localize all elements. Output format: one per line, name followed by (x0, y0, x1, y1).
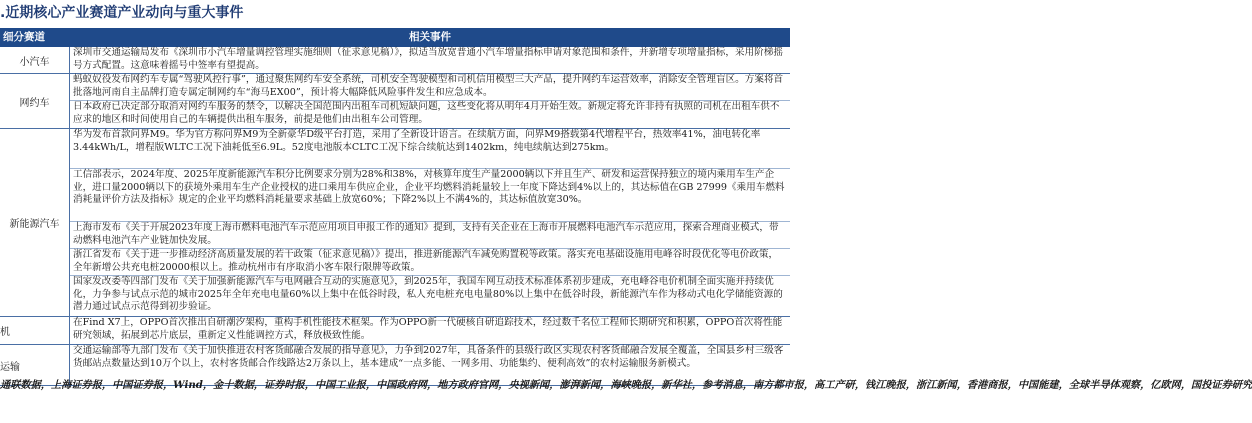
event-row: 华为发布首款问界M9。华为官方称问界M9为全新豪华D级平台打造，采用了全新设计语言。在续航方面，问界M9搭载第4代增程平台，热效率41%，油电转化率3.44kWh/L，增程版WLTC工况下油耗低至6.9L。52度电池版本CLTC工况下综合续航达到1402km，纯电续航达到275km。 (70, 129, 790, 169)
event-row: 在Find X7上，OPPO首次推出自研潮汐架构，重构手机性能技术框架。作为OPPO新一代硬核自研追踪技术，经过数千名位工程师长期研究和积累，OPPO首次将性能研究领域，拓展到芯片底层，重新定义性能调控方式，释放极致性能。 (73, 317, 783, 341)
page-title: .近期核心产业赛道产业动向与重大事件 (0, 5, 244, 21)
header-category: 细分赛道 (3, 31, 45, 43)
event-row: 上海市发布《关于开展2023年度上海市燃料电池汽车示范应用项目申报工作的通知》提到，支持有关企业在上海市开展燃料电池汽车示范应用，探索合理商业模式，带动燃料电池汽车产业链加快发展。 (70, 222, 790, 249)
category-cell: 网约车 (0, 74, 70, 128)
source-note: 通联数据，上海证券报，中国证券报，Wind，金十数据，证券时报，中国工业报，中国政府网，地方政府官网，央视新闻，澎湃新闻，海峡晚报，新华社，参考消息，南方都市报，高工产研，钱江晚报，浙江新闻，香港商报，中国能建，全球半导体观察，亿欧网，国投证券研究 (0, 379, 1252, 391)
group-ride-hailing (0, 74, 790, 129)
group-new-energy-vehicle (0, 129, 790, 317)
event-row: 日本政府已决定部分取消对网约车服务的禁令，以解决全国范围内出租车司机短缺问题，这些变化将从明年4月开始生效。新规定将允许非持有执照的司机在出租车供不应求的地区和时间使用自己的车辆提供出租车服务，前提是他们由出租车公司管理。 (73, 101, 780, 125)
category-cell: 小汽车 (0, 47, 70, 73)
event-row: 交通运输部等九部门发布《关于加快推进农村客货邮融合发展的指导意见》，力争到2027年，具备条件的县级行政区实现农村客货邮融合发展全覆盖，全国县乡村三级客货邮站点数量达到10万个以上，农村客货邮合作线路达2万条以上，基本建成“一点多能、一网多用、功能集约、便利高效”的农村运输服务新模式。 (73, 345, 784, 369)
category-cell: 运输 (0, 345, 70, 385)
table-header (0, 28, 790, 47)
event-row: 深圳市交通运输局发布《深圳市小汽车增量调控管理实施细则（征求意见稿）》，拟适当放宽普通小汽车增量指标申请对象范围和条件，并新增专项增量指标，采用阶梯摇号方式配置。这意味着摇号中签率有望提高。 (73, 47, 783, 71)
group-phone (0, 317, 790, 345)
events-table (0, 28, 790, 386)
event-row: 工信部表示，2024年度、2025年度新能源汽车积分比例要求分别为28%和38%，对核算年度生产量2000辆以下并且生产、研发和运营保持独立的境内乘用车生产企业，进口量2000辆以下的获境外乘用车生产企业授权的进口乘用车供应企业，企业平均燃料消耗量较上一年度下降达到4%以上的，其达标值在GB 27999《乘用车燃料消耗量评价方法及指标》规定的企业平均燃料消耗量要求基础上放宽60%；下降2%以上不满4%的，其达标值放宽30%。 (70, 169, 790, 222)
category-cell: 机 (0, 317, 70, 344)
category-cell: 新能源汽车 (0, 129, 70, 316)
header-events: 相关事件 (409, 31, 451, 43)
event-row: 浙江省发布《关于进一步推动经济高质量发展的若干政策（征求意见稿）》提出，推进新能源汽车减免购置税等政策。落实充电基础设施用电峰谷时段优化等电价政策，全年新增公共充电桩20000根以上。推动杭州市有序取消小客车限行限牌等政策。 (70, 249, 790, 276)
event-row: 蚂蚁奴役发布网约车专属“驾驶风控行事”，通过聚焦网约车安全系统，司机安全驾驶模型和司机信用模型三大产品，提升网约车运营效率，消除安全管理盲区。方案将首批落地河南自主品牌打造专属定制网约车“海马EX00”，预计将大幅降低风险事件发生和应急成本。 (70, 74, 790, 101)
group-small-car (0, 47, 790, 74)
event-row: 国家发改委等四部门发布《关于加强新能源汽车与电网融合互动的实施意见》，到2025年，我国车网互动技术标准体系初步建成，充电峰谷电价机制全面实施并持续优化，力争参与试点示范的城市2025年全年充电电量60%以上集中在低谷时段，私人充电桩充电电量80%以上集中在低谷时段，新能源汽车作为移动式电化学储能资源的潜力通过试点示范得到初步验证。 (73, 276, 783, 313)
